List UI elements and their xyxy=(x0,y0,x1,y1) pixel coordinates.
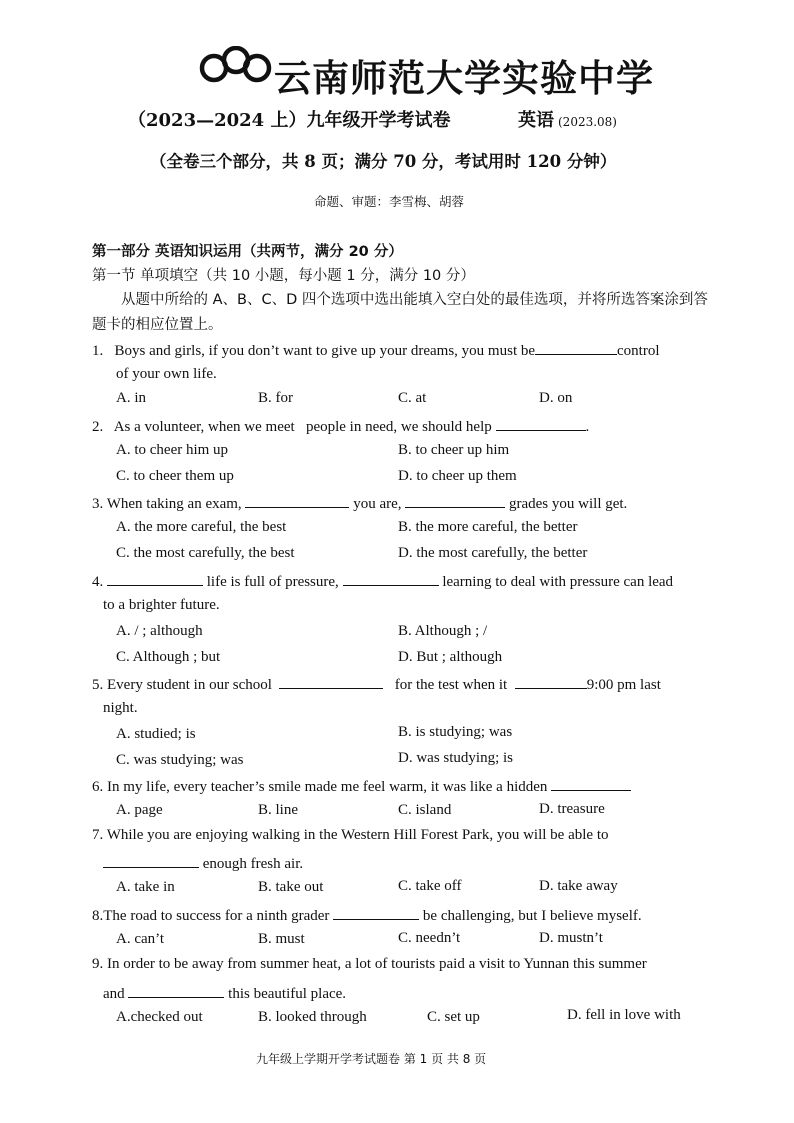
question-text-line2: night. xyxy=(103,700,138,716)
option-c[interactable]: C. was studying; was xyxy=(116,752,244,768)
option-c[interactable]: C. the most carefully, the best xyxy=(116,545,295,561)
question-text: Boys and girls, if you don’t want to give up your dreams, you must be xyxy=(114,343,536,359)
question-7 xyxy=(92,827,608,844)
question-text: When taking an exam, xyxy=(106,496,242,512)
option-a[interactable]: A. to cheer him up xyxy=(116,442,229,458)
page-footer: 九年级上学期开学考试题卷 第 1 页 共 8 页 xyxy=(256,1052,487,1066)
question-text: and xyxy=(103,986,125,1002)
option-b[interactable]: B. to cheer up him xyxy=(398,442,510,458)
option-d[interactable]: D. mustn’t xyxy=(539,930,603,946)
question-text: control xyxy=(617,343,660,359)
exam-authors: 命题、审题：李雪梅、胡蓉 xyxy=(314,194,465,209)
option-b[interactable]: B. looked through xyxy=(258,1009,367,1025)
question-8 xyxy=(92,905,642,925)
instruction-text: 从题中所给的 A、B、C、D 四个选项中选出能填入空白处的最佳选项，并将所选答案涂到答题卡的相应位置上。 xyxy=(92,292,708,333)
question-5 xyxy=(92,674,661,694)
answer-blank[interactable] xyxy=(128,983,224,998)
option-d[interactable]: D. But ; although xyxy=(398,649,503,665)
option-a[interactable]: A. in xyxy=(116,390,146,406)
option-a[interactable]: A. / ; although xyxy=(116,623,203,639)
option-c[interactable]: C. take off xyxy=(398,878,462,894)
question-text-line2: of your own life. xyxy=(116,366,217,382)
school-name: 云南师范大学实验中学 xyxy=(274,56,654,100)
question-number: 3. xyxy=(92,496,104,512)
option-b[interactable]: B. is studying; was xyxy=(398,724,513,740)
question-number: 1. xyxy=(92,343,104,359)
option-a[interactable]: A. page xyxy=(116,802,163,818)
answer-blank[interactable] xyxy=(279,674,383,689)
question-text: In my life, every teacher’s smile made me feel warm, it was like a hidden xyxy=(107,779,548,795)
school-logo-icon xyxy=(199,46,275,86)
answer-blank[interactable] xyxy=(551,776,631,791)
answer-blank[interactable] xyxy=(535,340,617,355)
option-a[interactable]: A. can’t xyxy=(116,931,165,947)
question-6 xyxy=(92,776,631,796)
option-d[interactable]: D. on xyxy=(539,390,573,406)
answer-blank[interactable] xyxy=(496,416,586,431)
answer-blank[interactable] xyxy=(515,674,587,689)
question-2 xyxy=(92,416,589,436)
question-text: Every student in our school xyxy=(107,677,272,693)
exam-info: （全卷三个部分，共 8 页；满分 70 分，考试用时 120 分钟） xyxy=(150,152,617,171)
question-7-line2 xyxy=(103,853,303,873)
option-c[interactable]: C. set up xyxy=(427,1009,480,1025)
option-b[interactable]: B. must xyxy=(258,931,305,947)
subject-label: 英语 xyxy=(518,110,554,131)
option-b[interactable]: B. for xyxy=(258,390,293,406)
question-text: people in need, we should help xyxy=(305,419,492,435)
option-d[interactable]: D. fell in love with xyxy=(567,1007,681,1023)
option-b[interactable]: B. Although ; / xyxy=(398,623,488,639)
option-d[interactable]: D. to cheer up them xyxy=(398,468,517,484)
question-text: life is full of pressure, xyxy=(206,574,339,590)
question-text: The road to success for a ninth grader xyxy=(103,908,330,924)
option-c[interactable]: C. to cheer them up xyxy=(116,468,234,484)
option-c[interactable]: C. island xyxy=(398,802,452,818)
question-number: 4. xyxy=(92,574,104,590)
section-heading: 第一节 单项填空（共 10 小题，每小题 1 分，满分 10 分） xyxy=(92,268,475,284)
option-d[interactable]: D. take away xyxy=(539,878,618,894)
question-text: you are, xyxy=(353,496,402,512)
answer-blank[interactable] xyxy=(405,493,505,508)
question-text: enough fresh air. xyxy=(202,856,304,872)
question-text: this beautiful place. xyxy=(228,986,347,1002)
question-text: 9:00 pm last xyxy=(586,677,661,693)
answer-blank[interactable] xyxy=(333,905,419,920)
question-number: 8. xyxy=(92,908,104,924)
subject-heading xyxy=(518,106,617,132)
answer-blank[interactable] xyxy=(343,571,439,586)
answer-blank[interactable] xyxy=(245,493,349,508)
option-b[interactable]: B. take out xyxy=(258,879,324,895)
option-b[interactable]: B. the more careful, the better xyxy=(398,519,578,535)
question-text: grades you will get. xyxy=(509,496,628,512)
question-text: As a volunteer, when we meet xyxy=(113,419,295,435)
option-c[interactable]: C. needn’t xyxy=(398,930,461,946)
question-9-line2 xyxy=(103,983,346,1003)
option-b[interactable]: B. line xyxy=(258,802,298,818)
option-d[interactable]: D. was studying; is xyxy=(398,750,514,766)
option-d[interactable]: D. the most carefully, the better xyxy=(398,545,588,561)
question-text: . xyxy=(585,419,590,435)
option-d[interactable]: D. treasure xyxy=(539,801,605,817)
question-text: While you are enjoying walking in the Western Hill Forest Park, you will be able to xyxy=(106,827,609,843)
option-c[interactable]: C. Although ; but xyxy=(116,649,221,665)
question-number: 5. xyxy=(92,677,104,693)
question-number: 7. xyxy=(92,827,104,843)
question-text: learning to deal with pressure can lead xyxy=(442,574,674,590)
option-a[interactable]: A.checked out xyxy=(116,1009,203,1025)
exam-title: （2023—2024 上）九年级开学考试卷 xyxy=(128,110,451,131)
question-1 xyxy=(92,340,660,360)
question-number: 2. xyxy=(92,419,104,435)
question-text-line2: to a brighter future. xyxy=(103,597,220,613)
question-4 xyxy=(92,571,673,591)
question-number: 9. xyxy=(92,956,104,972)
part-heading: 第一部分 英语知识运用（共两节，满分 20 分） xyxy=(92,244,403,260)
answer-blank[interactable] xyxy=(107,571,203,586)
option-a[interactable]: A. studied; is xyxy=(116,726,196,742)
question-number: 6. xyxy=(92,779,104,795)
subject-date: (2023.08) xyxy=(558,115,617,129)
question-text: In order to be away from summer heat, a lot of tourists paid a visit to Yunnan this summer xyxy=(107,956,647,972)
option-a[interactable]: A. the more careful, the best xyxy=(116,519,287,535)
question-9 xyxy=(92,956,647,973)
question-3 xyxy=(92,493,627,513)
question-text: for the test when it xyxy=(394,677,508,693)
option-a[interactable]: A. take in xyxy=(116,879,175,895)
answer-blank[interactable] xyxy=(103,853,199,868)
option-c[interactable]: C. at xyxy=(398,390,427,406)
question-text: be challenging, but I believe myself. xyxy=(422,908,642,924)
